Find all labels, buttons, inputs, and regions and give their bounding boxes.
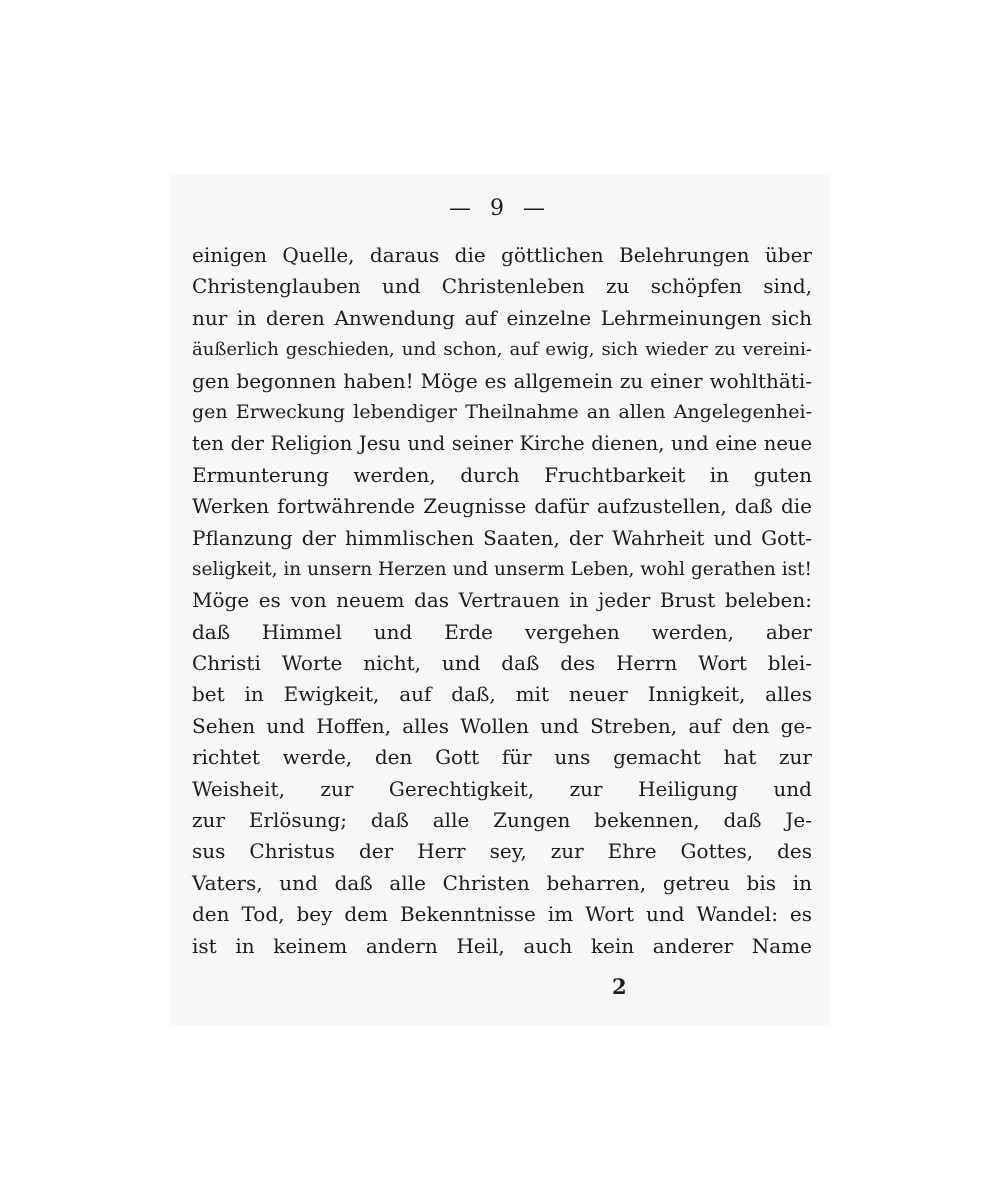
text-line: Pflanzung der himmlischen Saaten, der Wahrheit und Gott-: [192, 525, 812, 550]
text-line: gen Erweckung lebendiger Theilnahme an allen Angelegenhei-: [192, 400, 812, 423]
text-line: äußerlich geschieden, und schon, auf ewig, sich wieder zu vereini-: [192, 339, 812, 361]
text-line: Christi Worte nicht, und daß des Herrn Wort blei-: [192, 651, 812, 676]
body-text: [192, 240, 812, 962]
text-line: richtet werde, den Gott für uns gemacht hat zur: [192, 745, 812, 770]
page-number-header: — 9 —: [449, 196, 551, 221]
text-line: ist in keinem andern Heil, auch kein anderer Name: [192, 933, 812, 958]
text-line: Werken fortwährende Zeugnisse dafür aufzustellen, daß die: [192, 494, 812, 519]
text-line: Weisheit, zur Gerechtigkeit, zur Heiligung und: [192, 776, 812, 801]
text-line: zur Erlösung; daß alle Zungen bekennen, daß Je-: [192, 808, 812, 833]
text-line: Sehen und Hoffen, alles Wollen und Streben, auf den ge-: [192, 713, 812, 738]
signature-mark: 2: [612, 974, 627, 999]
text-line: seligkeit, in unsern Herzen und unserm Leben, wohl gerathen ist!: [192, 558, 812, 580]
text-line: Möge es von neuem das Vertrauen in jeder Brust beleben:: [192, 588, 812, 613]
text-line: Ermunterung werden, durch Fruchtbarkeit in guten: [192, 462, 812, 487]
text-line: den Tod, bey dem Bekenntnisse im Wort und Wandel: es: [192, 902, 812, 927]
text-line: ten der Religion Jesu und seiner Kirche dienen, und eine neue: [192, 432, 812, 456]
text-line: sus Christus der Herr sey, zur Ehre Gottes, des: [192, 839, 812, 864]
text-line: Christenglauben und Christenleben zu schöpfen sind,: [192, 274, 812, 299]
text-line: bet in Ewigkeit, auf daß, mit neuer Innigkeit, alles: [192, 682, 812, 707]
text-line: einigen Quelle, daraus die göttlichen Belehrungen über: [192, 243, 812, 267]
text-line: daß Himmel und Erde vergehen werden, aber: [192, 619, 812, 644]
text-line: Vaters, und daß alle Christen beharren, getreu bis in: [192, 870, 812, 895]
text-line: gen begonnen haben! Möge es allgemein zu einer wohlthäti-: [192, 368, 812, 393]
text-line: nur in deren Anwendung auf einzelne Lehrmeinungen sich: [192, 305, 812, 330]
